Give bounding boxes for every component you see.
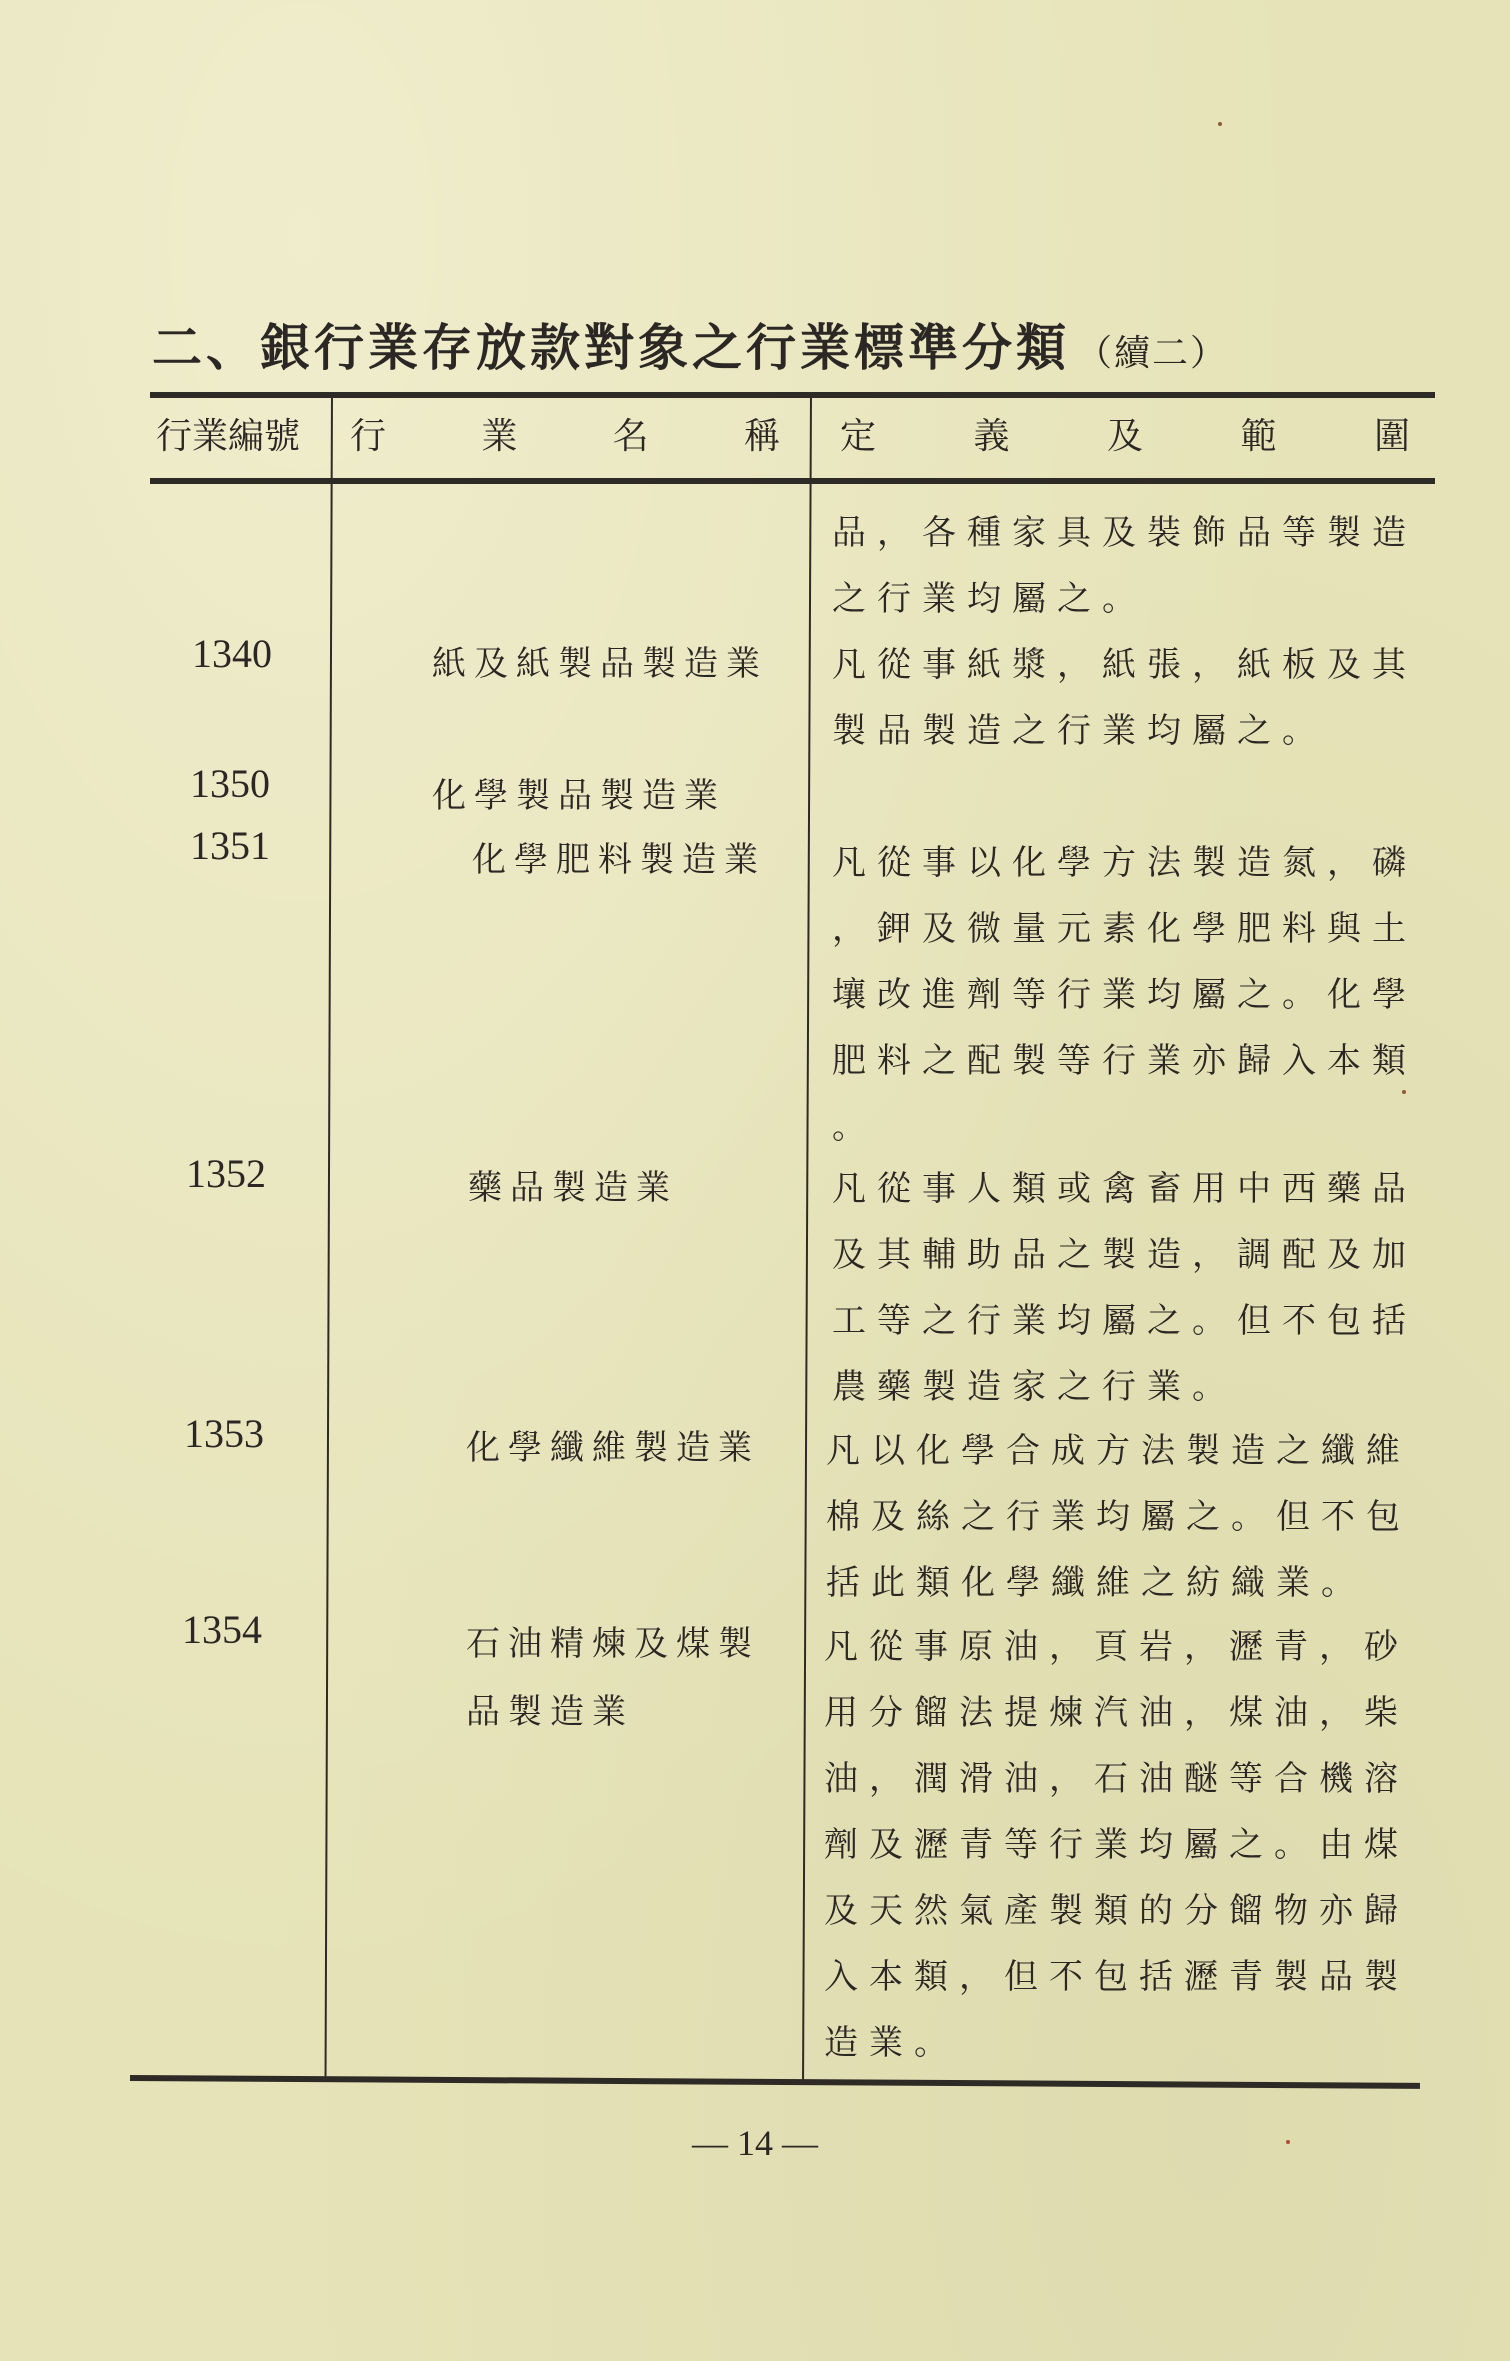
table-bottom-rule bbox=[130, 2075, 1420, 2089]
industry-name: 化學製品製造業 bbox=[432, 776, 726, 816]
industry-name: 石油精煉及煤製 bbox=[466, 1624, 760, 1664]
table-header-rule bbox=[150, 478, 1435, 484]
industry-code: 1353 bbox=[184, 1411, 264, 1456]
industry-name: 化學肥料製造業 bbox=[472, 840, 766, 880]
table-row-definition: 品，各種家具及裝飾品等製造 之行業均屬之。 bbox=[832, 513, 1417, 619]
industry-name: 化學纖維製造業 bbox=[466, 1428, 760, 1468]
industry-code: 1351 bbox=[190, 823, 270, 868]
table-row-definition: 凡從事人類或禽畜用中西藥品 及其輔助品之製造，調配及加 工等之行業均屬之。但不包括 農藥製造家之行業。 bbox=[832, 1169, 1417, 1407]
title-text: 二、銀行業存放款對象之行業標準分類 bbox=[152, 318, 1070, 377]
table-row-definition: 凡從事原油，頁岩，瀝青，砂 用分餾法提煉汽油，煤油，柴 油，潤滑油，石油醚等合機溶 劑及瀝青等行業均屬之。由煤 及天然氣產製類的分餾物亦歸 入本類，但不包括瀝青製品製 造業。 bbox=[824, 1627, 1409, 2063]
title-continuation: （續二） bbox=[1076, 333, 1229, 374]
header-name: 行 業 名 稱 bbox=[350, 416, 780, 457]
industry-name: 藥品製造業 bbox=[468, 1168, 678, 1208]
header-definition: 定 義 及 範 圍 bbox=[840, 416, 1410, 457]
paper-speck bbox=[1402, 1090, 1406, 1094]
paper-speck bbox=[1286, 2140, 1290, 2144]
industry-code: 1354 bbox=[182, 1607, 262, 1652]
column-divider-1 bbox=[325, 392, 333, 2078]
paper-speck bbox=[1218, 122, 1222, 126]
industry-code: 1350 bbox=[190, 761, 270, 806]
header-code: 行業編號 bbox=[156, 416, 301, 457]
table-row-definition: 凡從事紙漿，紙張，紙板及其 製品製造之行業均屬之。 bbox=[832, 645, 1417, 751]
table-row-definition: 凡從事以化學方法製造氮，磷 ，鉀及微量元素化學肥料與土 壤改進劑等行業均屬之。化學 肥料之配製等行業亦歸入本類 。 bbox=[832, 843, 1417, 1147]
column-divider-2 bbox=[802, 392, 812, 2082]
page-number: — 14 — bbox=[692, 2123, 818, 2163]
industry-code: 1352 bbox=[186, 1151, 266, 1196]
industry-name: 紙及紙製品製造業 bbox=[432, 644, 768, 684]
table-top-rule bbox=[150, 392, 1435, 398]
page-title bbox=[152, 308, 1228, 380]
table-row-definition: 凡以化學合成方法製造之纖維 棉及絲之行業均屬之。但不包 括此類化學纖維之紡織業。 bbox=[826, 1431, 1411, 1603]
industry-code: 1340 bbox=[192, 631, 272, 676]
industry-name-continued: 品製造業 bbox=[466, 1692, 634, 1732]
